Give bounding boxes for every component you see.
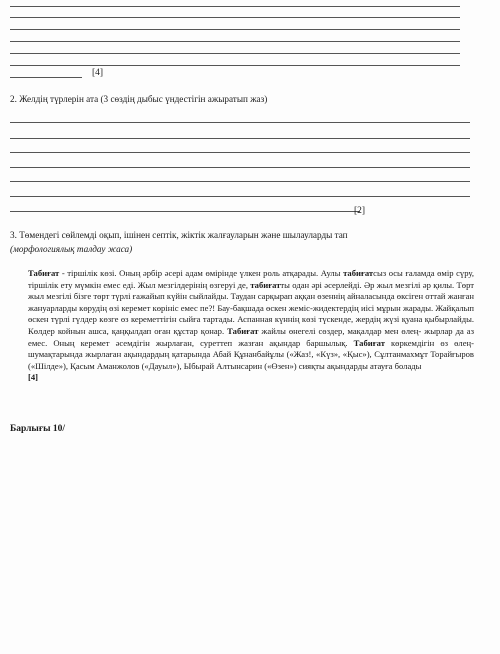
question3-subprompt: (морфологиялық талдау жаса) — [10, 244, 133, 254]
answer-line — [10, 17, 460, 18]
question3-score: [4] — [28, 372, 39, 383]
answer-line — [10, 211, 360, 212]
section1-score: [4] — [92, 68, 104, 78]
question2-score: [2] — [354, 206, 366, 216]
answer-line — [10, 167, 470, 168]
paragraph-text: жайлы өнегелі сөздер, мақалдар мен өлең- жырлар да аз емес. Оның керемет әсемдігін жырлаған, суреттеп жазған ақындар баршылық. — [28, 325, 474, 348]
answer-line — [10, 122, 470, 123]
keyword-tabigat: табиғат — [250, 279, 281, 290]
keyword-tabigat: табиғат — [343, 268, 374, 278]
question3-prompt: 3. Төмендегі сөйлемді оқып, ішінен септік, жіктік жалғауларын және шылауларды тап — [10, 230, 348, 240]
answer-line — [10, 41, 460, 42]
keyword-tabigat: Табиғат — [28, 268, 60, 278]
answer-line — [10, 138, 470, 139]
question3-paragraph — [28, 268, 474, 384]
answer-line — [10, 6, 460, 7]
answer-line — [10, 29, 460, 30]
total-score: Барлығы 10/ — [10, 424, 66, 434]
paragraph-text: - тіршілік көзі. Оның әрбір әсері адам өмірінде үлкен роль атқарады. Аулы — [59, 268, 344, 278]
answer-line — [10, 196, 470, 197]
paragraph-text: көркемдігін өз өлең-шумақтарында жырлаған ақындардың қатарында Абай Құнанбайұлы («Жаз!, «Күз», «Қыс»), Сұлтанмахмұт Торайғыров («Шілде»), Қасым Аманжолов («Дауыл»), Ыбырай Алтынсарин («Өзен») сияқты ақындарды атауға болады — [28, 337, 474, 371]
answer-line-short — [10, 77, 82, 78]
keyword-tabigat: Табиғат — [353, 337, 385, 348]
answer-line — [10, 53, 460, 54]
paragraph-text: ты одан әрі әсерлейді. Әр жыл мезгілі әр қилы. Төрт жыл мезгілі бізге төрт түрлі ғажайып күйін сыйлайды. Таудан сарқырап аққан өзеннің айналасында өксіген оттай жанған жануарларды көрудің өзі керемет көрініс емес пе?! Бау-бақшада өскен жеміс-жидектердің иісі мұрын жарады. Жайқалып өскен түрлі гүлдер көзге өз кереметтігін сыйға тартады. Аспанная күннің көзі түскенде, жердің жүзі қуана қыбырлайды. Көлдер койнын ашса, қаңқылдап оған құстар қонар. — [28, 279, 475, 336]
answer-line — [10, 181, 470, 182]
question2-prompt: 2. Желдің түрлерін ата (3 сөздің дыбыс үндестігін ажыратып жаз) — [10, 94, 268, 104]
paragraph-text: сыз осы ғаламда өмір сүру, тіршілік ету мүмкін емес еді. Жыл мезгілдерінің өзгеруі де, — [28, 268, 474, 290]
keyword-tabigat: Табиғат — [227, 325, 259, 336]
answer-line — [10, 65, 460, 66]
answer-line — [10, 152, 470, 153]
